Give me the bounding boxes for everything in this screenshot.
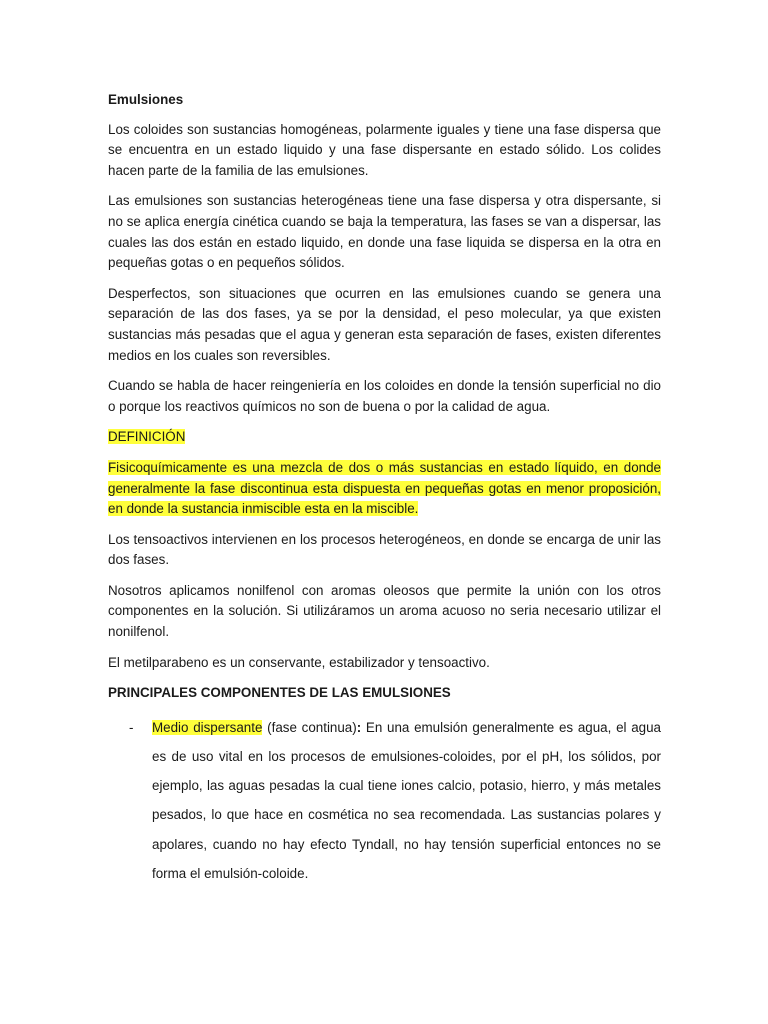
paragraph-emulsiones: Las emulsiones son sustancias heterogéneas tiene una fase dispersa y otra dispersante, si no se aplica energía cinética cuando se baja la temperatura, las fases se van a dispersar, las cuales las dos están en estado liquido, en donde una fase liquida se dispersa en la otra en pequeñas gotas o en pequeños sólidos. bbox=[108, 193, 661, 271]
definition-text: Fisicoquímicamente es una mezcla de dos o más sustancias en estado líquido, en donde generalmente la fase discontinua esta dispuesta en pequeñas gotas en menor proposición, en donde la sustancia inmiscible esta en la miscible. bbox=[108, 459, 661, 517]
list-bullet: - bbox=[129, 719, 134, 735]
components-list bbox=[108, 713, 661, 888]
paragraph-reingenieria: Cuando se habla de hacer reingeniería en los coloides en donde la tensión superficial no dio o porque los reactivos químicos no son de buena o por la calidad de agua. bbox=[108, 378, 661, 414]
paragraph-nonilfenol: Nosotros aplicamos nonilfenol con aromas oleosos que permite la unión con los otros componentes en la solución. Si utilizáramos un aroma acuoso no seria necesario utilizar el nonilfenol. bbox=[108, 582, 661, 640]
paragraph-tensoactivos: Los tensoactivos intervienen en los procesos heterogéneos, en donde se encarga de unir las dos fases. bbox=[108, 531, 661, 568]
paragraph-desperfectos: Desperfectos, son situaciones que ocurren en las emulsiones cuando se genera una separación de las dos fases, ya se por la densidad, el peso molecular, ya que existen sustancias más pesadas que el agua y generan esta separación de fases, existen diferentes medios en los cuales son reversibles. bbox=[108, 285, 661, 363]
paragraph-coloides: Los coloides son sustancias homogéneas, polarmente iguales y tiene una fase dispersa que se encuentra en un estado liquido y una fase dispersante en estado sólido. Los colides hacen parte de la familia de las emulsiones. bbox=[108, 121, 661, 178]
document-title: Emulsiones bbox=[108, 92, 184, 107]
list-item-colon: : bbox=[356, 719, 362, 735]
definition-paragraph bbox=[108, 458, 661, 520]
list-item-qualifier: (fase continua) bbox=[262, 719, 357, 735]
definition-heading bbox=[108, 427, 661, 448]
list-item bbox=[108, 713, 661, 888]
list-item-text: En una emulsión generalmente es agua, el agua es de uso vital en los procesos de emulsiones-coloides, por el pH, los sólidos, por ejemplo, las aguas pesadas la cual tiene iones calcio, potasio, hierro, y más metales pesados, lo que hace en cosmética no sea recomendada. Las sustancias polares y apolares, cuando no hay efecto Tyndall, no hay tensión superficial entonces no se forma el emulsión-coloide. bbox=[152, 719, 661, 881]
definition-heading-text: DEFINICIÓN bbox=[108, 429, 186, 445]
components-heading: PRINCIPALES COMPONENTES DE LAS EMULSIONES bbox=[108, 685, 451, 701]
paragraph-metilparabeno: El metilparabeno es un conservante, estabilizador y tensoactivo. bbox=[108, 654, 490, 670]
document-page bbox=[108, 90, 661, 888]
list-item-term: Medio dispersante bbox=[152, 719, 263, 735]
